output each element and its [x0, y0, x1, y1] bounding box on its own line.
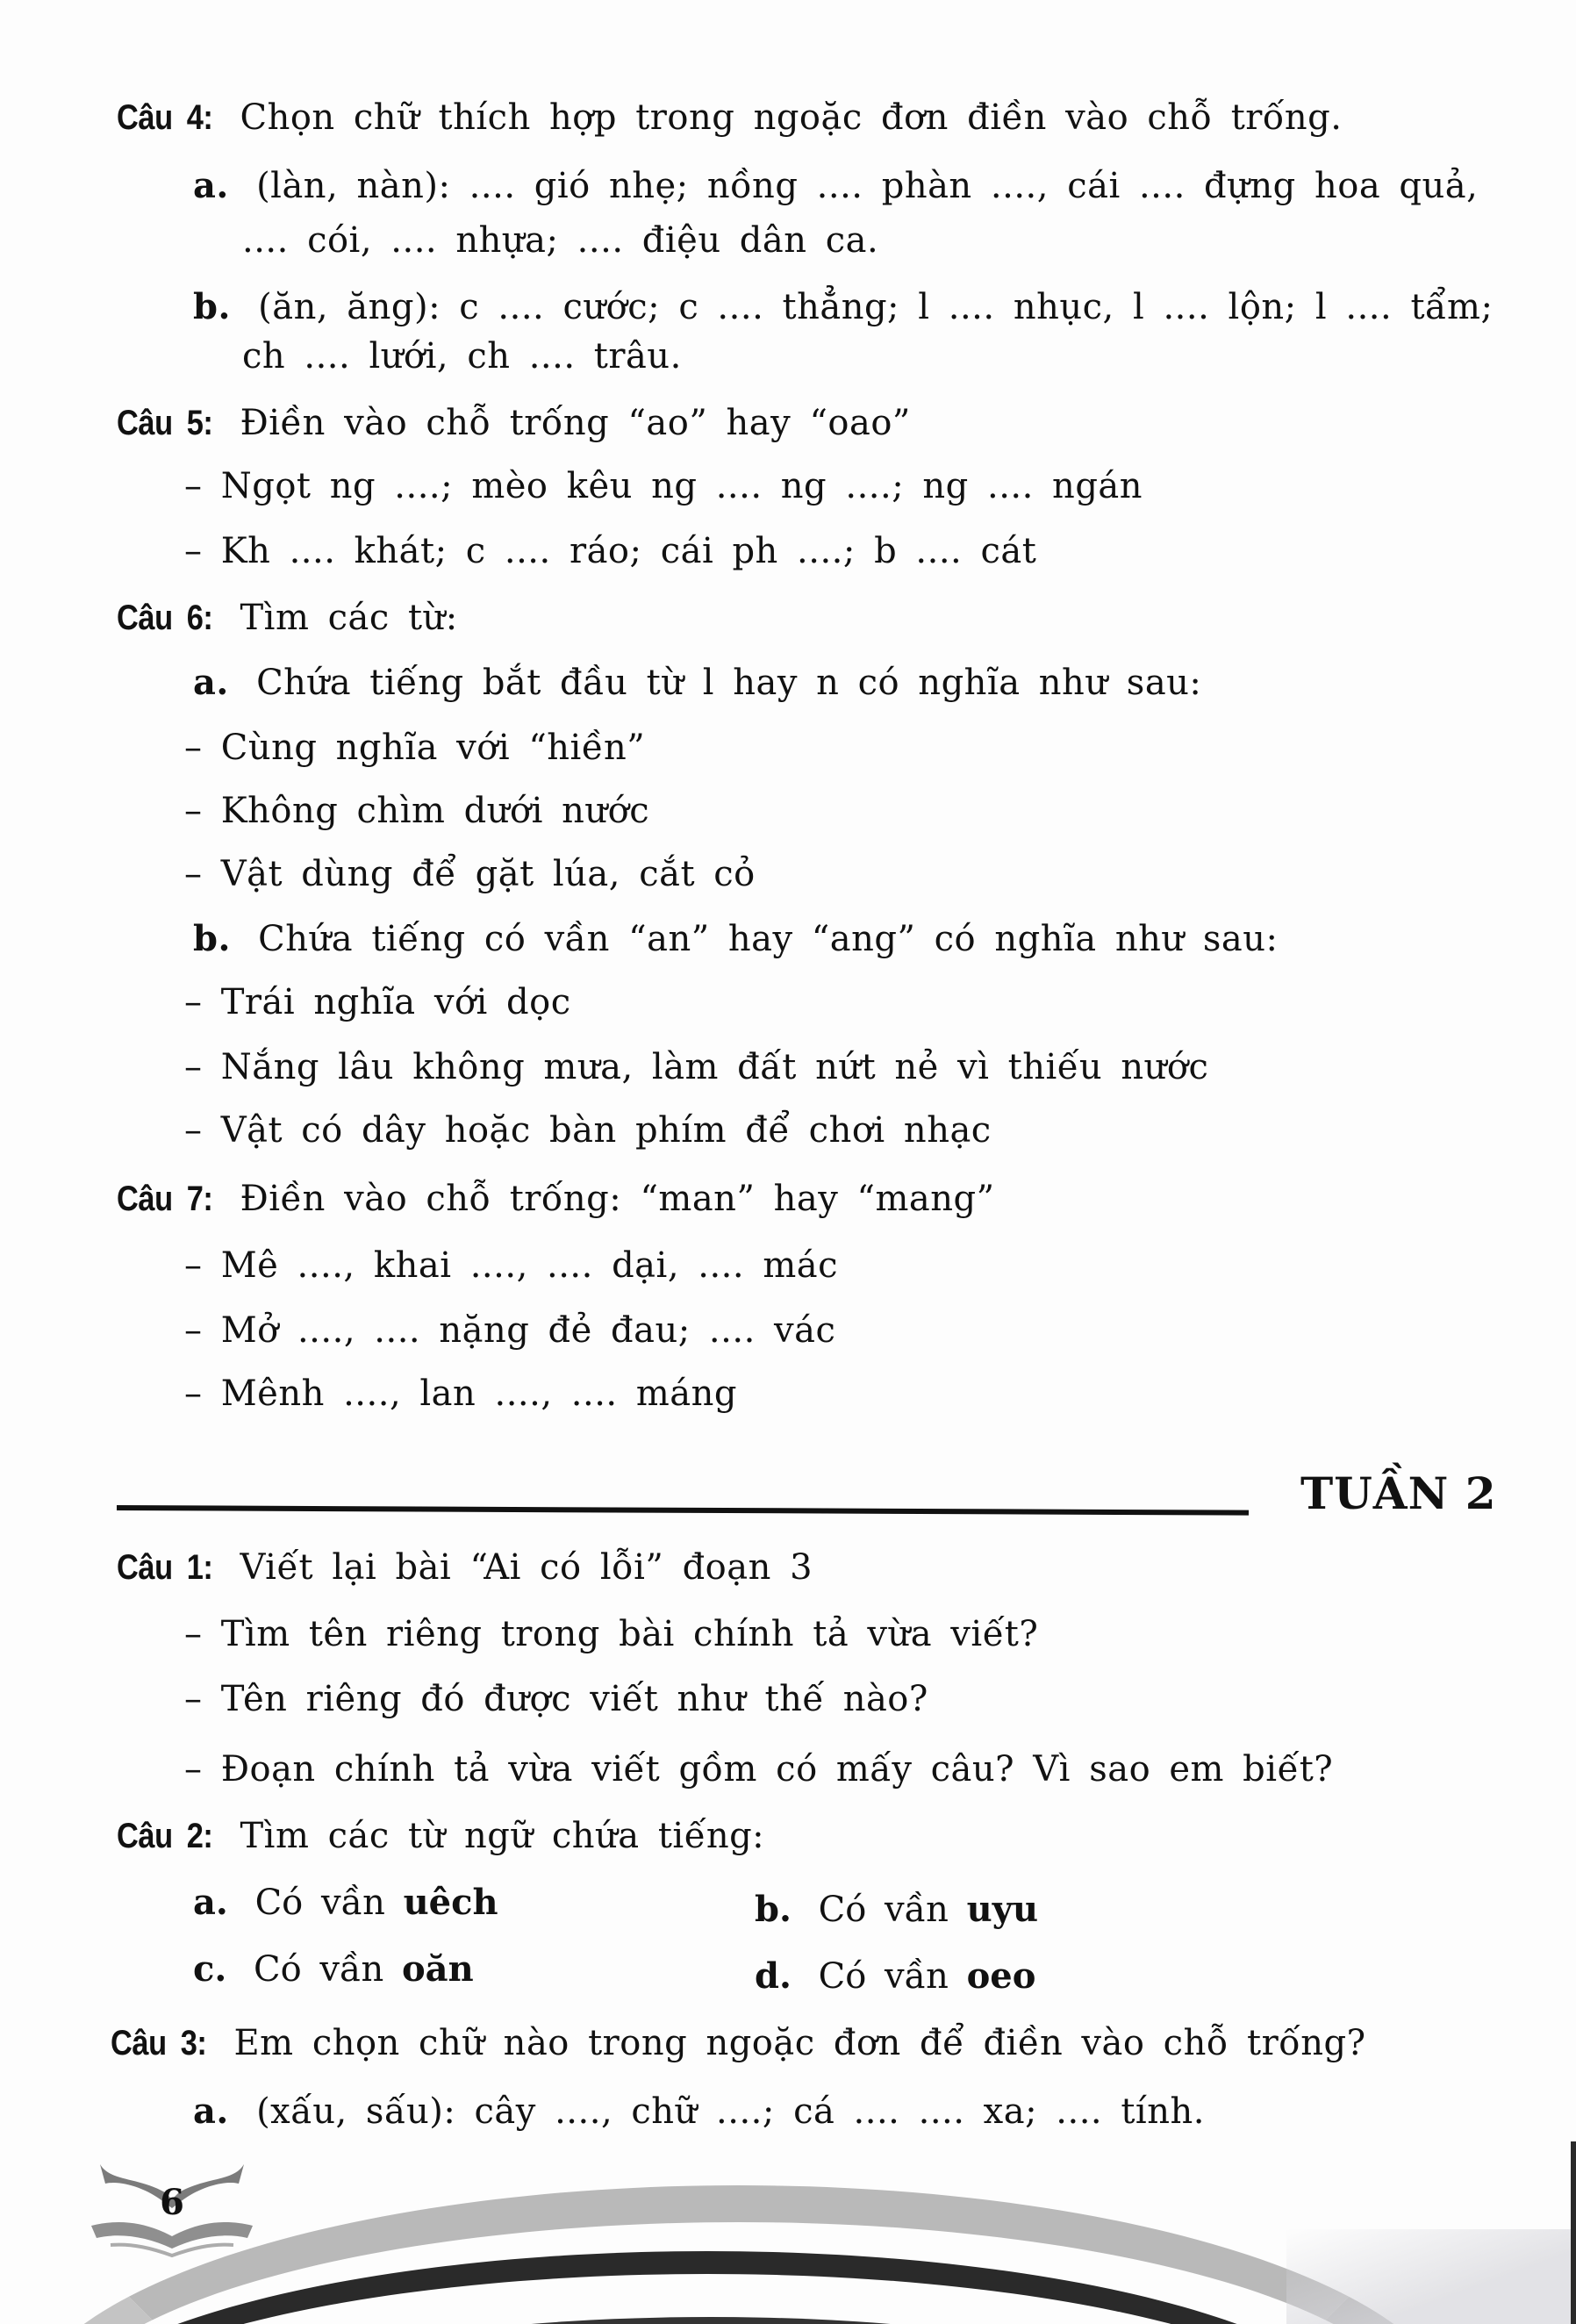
option-term: oeo	[966, 1955, 1036, 1997]
question-text: Điền vào chỗ trống “ao” hay “oao”	[240, 403, 911, 443]
item-text: (làn, nàn): .... gió nhẹ; nồng .... phàn ...., cái .... đựng hoa quả,	[256, 166, 1479, 206]
option-prefix: Có vần	[818, 1890, 949, 1930]
question-text: Em chọn chữ nào trong ngoặc đơn để điền vào chỗ trống?	[233, 2023, 1366, 2063]
option-term: uêch	[403, 1882, 498, 1923]
decorative-shade	[1286, 2229, 1576, 2324]
bullet-text: – Vật có dây hoặc bàn phím để chơi nhạc	[184, 1110, 992, 1151]
question-6a-bullet-2	[184, 788, 649, 834]
week2-question-1	[117, 1545, 813, 1590]
question-7	[117, 1176, 995, 1222]
week2-question-3	[111, 2020, 1366, 2066]
bullet-text: – Đoạn chính tả vừa viết gồm có mấy câu? Vì sao em biết?	[184, 1749, 1334, 1790]
question-4a-line-1	[193, 163, 1478, 209]
part-text: Chứa tiếng bắt đầu từ l hay n có nghĩa như sau:	[256, 663, 1202, 703]
question-label: Câu 4:	[117, 98, 213, 137]
option-c	[193, 1947, 474, 1992]
bullet-text: – Không chìm dưới nước	[184, 791, 650, 831]
option-label: d.	[755, 1955, 792, 1997]
question-4b-line-1	[193, 284, 1493, 330]
week2-question-2	[117, 1813, 764, 1859]
page-number: 6	[160, 2182, 184, 2223]
question-label: Câu 3:	[111, 2024, 207, 2062]
question-text: Viết lại bài “Ai có lỗi” đoạn 3	[240, 1547, 813, 1588]
bullet-text: – Trái nghĩa với dọc	[184, 982, 571, 1022]
part-text: Chứa tiếng có vần “an” hay “ang” có nghĩa như sau:	[258, 919, 1279, 959]
bullet-text: – Mênh ...., lan ...., .... máng	[184, 1374, 737, 1414]
option-prefix: Có vần	[818, 1956, 949, 1997]
question-6	[117, 595, 458, 641]
week-heading: TUẦN 2	[1300, 1467, 1497, 1519]
bullet-text: – Tìm tên riêng trong bài chính tả vừa viết?	[184, 1614, 1039, 1654]
option-label: c.	[193, 1948, 227, 1990]
option-prefix: Có vần	[254, 1883, 385, 1923]
question-label: Câu 7:	[117, 1180, 213, 1218]
bullet-text: – Vật dùng để gặt lúa, cắt cỏ	[184, 854, 756, 894]
question-6b-bullet-1	[184, 979, 571, 1025]
question-6b	[193, 916, 1278, 962]
option-b	[755, 1887, 1038, 1933]
bullet-text: – Nắng lâu không mưa, làm đất nứt nẻ vì thiếu nước	[184, 1047, 1209, 1087]
question-text: Chọn chữ thích hợp trong ngoặc đơn điền vào chỗ trống.	[240, 97, 1343, 138]
question-6a-bullet-1	[184, 725, 645, 771]
question-6a	[193, 660, 1201, 706]
question-text: Tìm các từ ngữ chứa tiếng:	[240, 1816, 765, 1856]
bullet-text: – Ngọt ng ....; mèo kêu ng .... ng ....; ng .... ngán	[184, 466, 1143, 506]
item-text: (xấu, sấu): cây ...., chữ ....; cá .... .... xa; .... tính.	[256, 2091, 1205, 2132]
section-divider	[117, 1505, 1249, 1516]
bullet-text: – Mê ...., khai ...., .... dại, .... mác	[184, 1245, 838, 1286]
bullet-text: – Mở ...., .... nặng đẻ đau; .... vác	[184, 1310, 836, 1351]
question-label: Câu 1:	[117, 1548, 213, 1587]
item-text: .... cói, .... nhựa; .... điệu dân ca.	[242, 220, 879, 261]
bullet-text: – Tên riêng đó được viết như thế nào?	[184, 1679, 928, 1719]
bullet-text: – Cùng nghĩa với “hiền”	[184, 728, 646, 768]
option-prefix: Có vần	[254, 1949, 384, 1990]
week2-question-1-bullet-3	[184, 1747, 1333, 1792]
part-label: a.	[193, 662, 229, 703]
question-text: Điền vào chỗ trống: “man” hay “mang”	[240, 1179, 995, 1219]
week2-question-1-bullet-2	[184, 1676, 928, 1722]
item-label: a.	[193, 165, 229, 206]
question-label: Câu 6:	[117, 599, 213, 637]
page-edge	[1571, 2141, 1576, 2324]
option-a	[193, 1880, 498, 1926]
option-term: uyu	[966, 1889, 1039, 1930]
option-label: b.	[755, 1889, 792, 1930]
question-label: Câu 5:	[117, 404, 213, 442]
question-7-bullet-3	[184, 1371, 737, 1417]
question-5-bullet-1	[184, 463, 1143, 509]
option-d	[755, 1954, 1035, 1999]
page-number-badge	[84, 2157, 260, 2263]
week2-question-1-bullet-1	[184, 1611, 1038, 1657]
question-4b-line-2	[242, 334, 682, 379]
question-6b-bullet-3	[184, 1108, 992, 1153]
item-label: b.	[193, 286, 231, 327]
question-5-bullet-2	[184, 528, 1036, 574]
option-term: oăn	[402, 1948, 474, 1990]
item-text: ch .... lưới, ch .... trâu.	[242, 336, 682, 377]
week2-question-3a	[193, 2089, 1205, 2134]
question-7-bullet-1	[184, 1243, 838, 1288]
option-label: a.	[193, 1882, 228, 1923]
part-label: b.	[193, 918, 231, 959]
question-7-bullet-2	[184, 1308, 835, 1353]
bullet-text: – Kh .... khát; c .... ráo; cái ph ....; b .... cát	[184, 531, 1037, 571]
question-label: Câu 2:	[117, 1817, 213, 1855]
item-label: a.	[193, 2091, 229, 2132]
item-text: (ăn, ăng): c .... cước; c .... thẳng; l .... nhục, l .... lộn; l .... tẩm;	[258, 287, 1494, 327]
question-5	[117, 400, 911, 446]
question-text: Tìm các từ:	[240, 598, 458, 638]
question-6a-bullet-3	[184, 851, 756, 897]
question-4	[117, 95, 1342, 140]
question-4a-line-2	[242, 218, 878, 263]
question-6b-bullet-2	[184, 1044, 1208, 1090]
